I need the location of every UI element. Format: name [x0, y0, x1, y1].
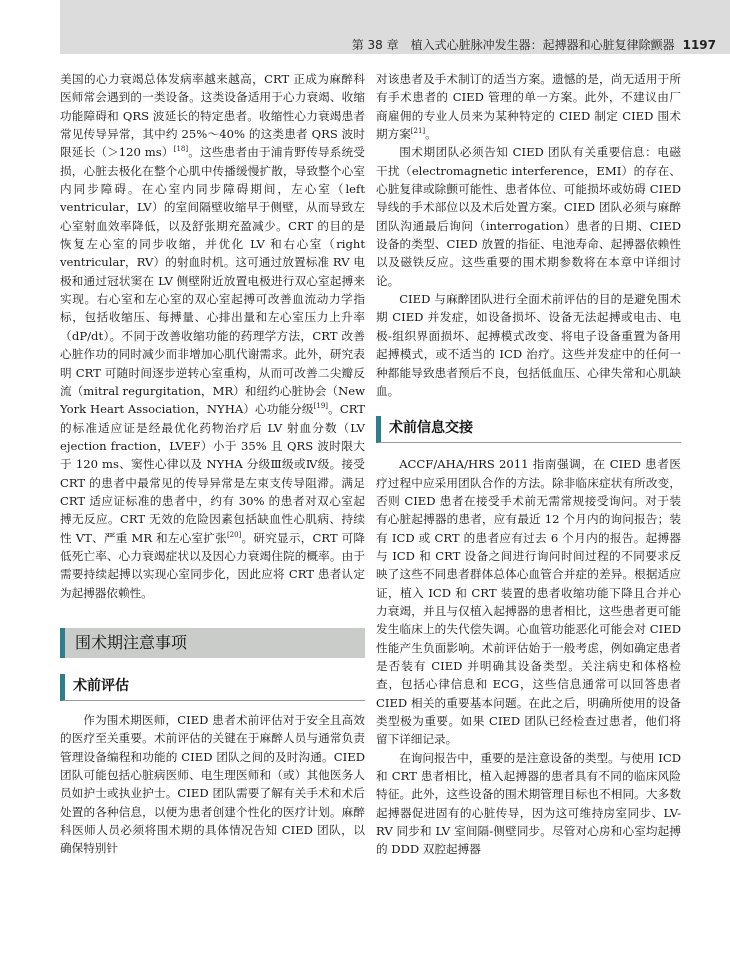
right-column [376, 70, 681, 859]
paragraph: 作为围术期医师，CIED 患者术前评估对于安全且高效的医疗至关重要。术前评估的关键在于麻醉人员与通常负责管理设备编程和功能的 CIED 团队之间的及时沟通。CIED 团队可能包括心脏病医师、电生理医师和（或）其他医务人员如护士或执业护士。CIED 团队需要了解有关手术和术后处置的各种信息，以便为患者创建个性化的医疗计划。麻醉科医师人员必须将围术期的具体情况告知 CIED 团队，以确保特别针 [60, 712, 365, 856]
citation: [21] [410, 127, 426, 136]
page-header [0, 0, 730, 60]
subsection-heading: 术前信息交接 [376, 416, 681, 443]
chapter-title: 第 38 章 植入式心脏脉冲发生器：起搏器和心脏复律除颤器 [351, 38, 675, 52]
citation: [20] [226, 530, 242, 539]
page-number: 1197 [682, 38, 716, 52]
paragraph: 在询问报告中，重要的是注意设备的类型。与使用 ICD 和 CRT 患者相比，植入起搏器的患者具有不同的临床风险特征。此外，这些设备的围术期管理目标也不相同。大多数起搏器促进固有的心脏传导，因为这可维持房室同步、LV-RV 同步和 LV 室间隔-侧壁同步。尽管对心房和心室均起搏的 DDD 双腔起搏器 [376, 750, 681, 857]
running-head [352, 36, 716, 53]
paragraph: 美国的心力衰竭总体发病率越来越高，CRT 正成为麻醉科医师常会遇到的一类设备。这类设备适用于心力衰竭、收缩功能障碍和 QRS 波延长的特定患者。收缩性心力衰竭患者常见传导异常，其中约 25%～40% 的这类患者 QRS 波时限延长（＞120 ms）[18]。这些患者由于浦肯野传导系统受损，心脏去极化在整个心肌中传播缓慢扩散，导致整个心室内同步障碍。在心室内同步障碍期间，左心室（left ventricular，LV）的室间隔壁收缩早于侧壁，从而导致左心室射血效率降低，以及舒张期充盈减少。CRT 的目的是恢复左心室的同步收缩，并优化 LV 和右心室（right ventricular，RV）的射血时机。这可通过放置标准 RV 电极和通过冠状窦在 LV 侧壁附近放置电极进行双心室起搏来实现。右心室和左心室的双心室起搏可改善血流动力学指标，包括收缩压、每搏量、心排出量和左心室压力上升率（dP/dt）。不同于改善收缩功能的药理学方法，CRT 改善心脏作功的同时减少而非增加心肌代谢需求。此外，研究表明 CRT 可随时间逐步逆转心室重构，从而可改善二尖瓣反流（mitral regurgitation，MR）和纽约心脏协会（New York Heart Association，NYHA）心功能分级[19]。CRT 的标准适应证是经最优化药物治疗后 LV 射血分数（LV ejection fraction，LVEF）小于 35% 且 QRS 波时限大于 120 ms、窦性心律以及 NYHA 分级Ⅲ级或Ⅳ级。接受 CRT 的患者中最常见的传导异常是左束支传导阻滞。满足 CRT 适应证标准的患者中，约有 30% 的患者对双心室起搏无反应。CRT 无效的危险因素包括缺血性心肌病、持续性 VT、严重 MR 和左心室扩张[20]。研究显示，CRT 可降低死亡率、心力衰竭症状以及因心力衰竭住院的概率。由于需要持续起搏以实现心室同步化，因此应将 CRT 患者认定为起搏器依赖性。 [60, 72, 365, 600]
section-heading: 围术期注意事项 [60, 628, 365, 658]
paragraph: CIED 与麻醉团队进行全面术前评估的目的是避免围术期 CIED 并发症，如设备损坏、设备无法起搏或电击、电极-组织界面损坏、起搏模式改变、将电子设备重置为备用起搏模式，或不适当的 ICD 治疗。这些并发症中的任何一种都能导致患者预后不良，包括低血压、心律失常和心肌缺血。 [376, 292, 681, 398]
subsection-heading: 术前评估 [60, 674, 365, 701]
left-column [60, 70, 365, 858]
citation: [18] [173, 145, 189, 154]
citation: [19] [313, 402, 329, 411]
paragraph: 围术期团队必须告知 CIED 团队有关重要信息：电磁干扰（electromagnetic interference，EMI）的存在、心脏复律或除颤可能性、患者体位、可能损坏或妨碍 CIED 导线的手术部位以及术后处置方案。CIED 团队必须与麻醉团队沟通最后询问（interrogation）患者的日期、CIED 设备的类型、CIED 放置的指征、电池寿命、起搏器依赖性以及磁铁反应。这些重要的围术期参数将在本章中详细讨论。 [376, 145, 681, 288]
paragraph: 对该患者及手术制订的适当方案。遗憾的是，尚无适用于所有手术患者的 CIED 管理的单一方案。此外，不建议由厂商雇佣的专业人员来为某种特定的 CIED 制定 CIED 围术期方案[21]。 [376, 72, 681, 142]
paragraph: ACCF/AHA/HRS 2011 指南强调，在 CIED 患者医疗过程中应采用团队合作的方法。除非临床症状有所改变，否则 CIED 患者在接受手术前无需常规接受询问。对于装有心脏起搏器的患者，应有最近 12 个月内的询问报告；装有 ICD 或 CRT 的患者应有过去 6 个月内的报告。起搏器与 ICD 和 CRT 设备之间进行询问时间过程的不同要求反映了这些不同患者群体总体心血管合并症的差异。根据适应证，植入 ICD 和 CRT 装置的患者收缩功能下降且合并心力衰竭，并且与仅植入起搏器的患者相比，这些患者更可能发生临床上的失代偿失调。心血管功能恶化可能会对 CIED 性能产生负面影响。术前评估始于一般考虑，例如确定患者是否装有 CIED 并明确其设备类型。关注病史和体格检查，包括心律信息和 ECG，这些信息通常可以回答患者 CIED 相关的重要基本问题。在此之后，明确所使用的设备类型极为重要。如果 CIED 团队已经检查过患者，他们将留下详细记录。 [376, 457, 681, 747]
